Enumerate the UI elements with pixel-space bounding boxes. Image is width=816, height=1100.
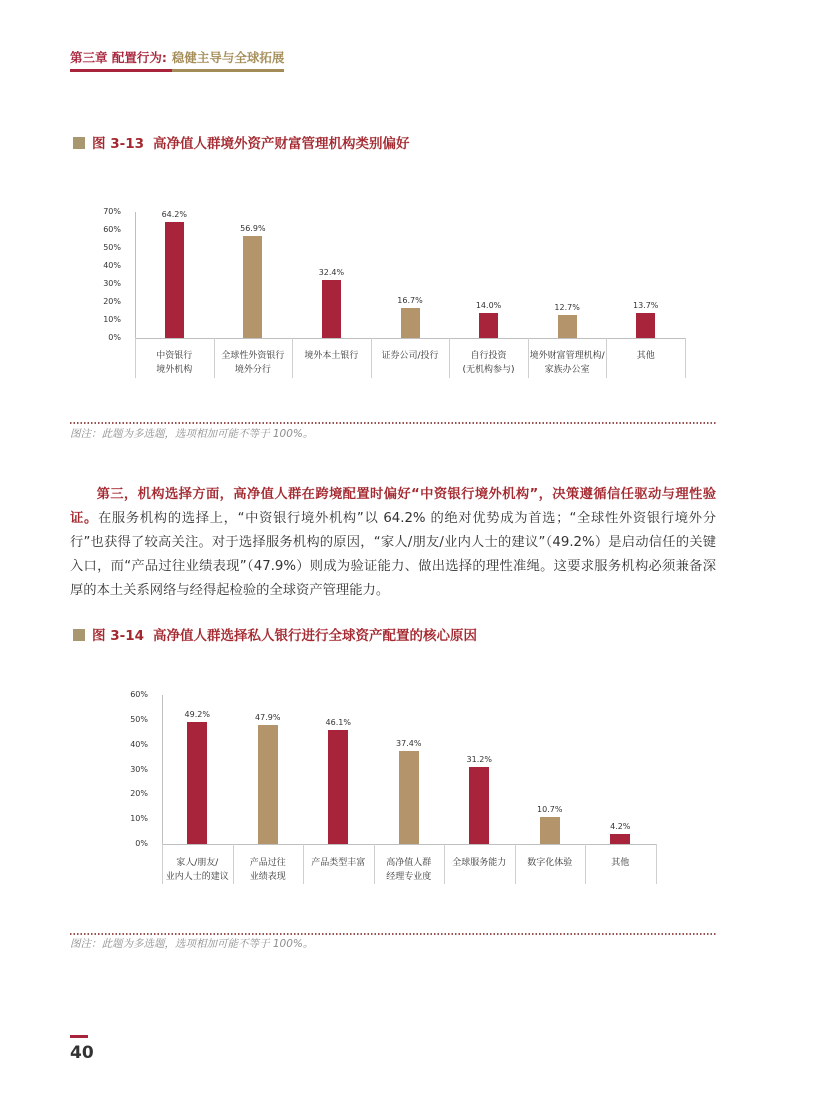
page-number: 40 xyxy=(70,1043,94,1063)
data-label: 13.7% xyxy=(632,301,659,311)
y-tick-label: 0% xyxy=(135,839,148,848)
y-tick-label: 50% xyxy=(103,243,121,252)
category-label: 中资银行 境外机构 xyxy=(156,351,193,375)
figure-caption: 高净值人群境外资产财富管理机构类别偏好 xyxy=(152,136,410,152)
bar-chart-3-13 xyxy=(70,200,716,390)
category-label: 境外本土银行 xyxy=(304,351,359,361)
bar xyxy=(540,817,560,844)
chapter-subtitle: 稳健主导与全球拓展 xyxy=(172,50,285,72)
data-label: 37.4% xyxy=(396,739,422,749)
bar xyxy=(401,308,420,338)
y-tick-label: 60% xyxy=(130,690,148,699)
category-label: 产品过往 业绩表现 xyxy=(249,858,286,882)
category-label: 家人/朋友/ 业内人士的建议 xyxy=(165,858,229,882)
bar xyxy=(479,313,498,338)
y-tick-label: 50% xyxy=(130,714,148,724)
data-label: 47.9% xyxy=(255,713,281,723)
page-number-rule xyxy=(70,1035,88,1038)
dotted-divider xyxy=(70,422,716,424)
figure-title xyxy=(73,135,409,153)
data-label: 10.7% xyxy=(537,805,563,815)
bar xyxy=(258,725,278,844)
data-label: 4.2% xyxy=(610,821,631,831)
y-axis-line xyxy=(135,212,136,338)
figure-number: 图 3-13 xyxy=(92,136,144,152)
figure-number: 图 3-14 xyxy=(92,628,144,644)
running-header xyxy=(70,50,284,72)
category-label: 全球服务能力 xyxy=(452,858,507,868)
category-label: 高净值人群 经理专业度 xyxy=(386,858,432,882)
data-label: 16.7% xyxy=(397,295,423,305)
figure-caption: 高净值人群选择私人银行进行全球资产配置的核心原因 xyxy=(152,628,477,644)
bar xyxy=(636,313,655,338)
bar xyxy=(610,834,630,844)
y-tick-label: 0% xyxy=(108,333,121,342)
title-square-icon xyxy=(73,629,85,641)
bar xyxy=(322,280,341,338)
y-tick-label: 30% xyxy=(130,764,148,774)
body-paragraph xyxy=(70,483,716,603)
bar xyxy=(243,236,262,338)
data-label: 64.2% xyxy=(161,210,187,220)
data-label: 56.9% xyxy=(240,223,266,233)
category-label: 证券公司/投行 xyxy=(381,351,439,361)
x-axis-line xyxy=(135,338,685,339)
y-tick-label: 40% xyxy=(103,261,121,270)
bar xyxy=(187,722,207,844)
chapter-label: 第三章 配置行为: xyxy=(70,50,172,72)
category-label: 产品类型丰富 xyxy=(311,858,366,868)
y-tick-label: 40% xyxy=(130,739,148,749)
data-label: 46.1% xyxy=(325,717,351,727)
data-label: 32.4% xyxy=(318,267,345,277)
bar xyxy=(328,730,348,844)
figure-title xyxy=(73,627,477,645)
category-label: 其他 xyxy=(636,351,655,361)
y-tick-label: 10% xyxy=(103,315,121,324)
x-axis-line xyxy=(162,844,656,845)
category-label: 全球性外资银行 境外分行 xyxy=(221,351,285,375)
data-label: 12.7% xyxy=(554,303,580,313)
y-tick-label: 70% xyxy=(103,207,121,216)
y-tick-label: 20% xyxy=(103,297,121,306)
paragraph-body: 在服务机构的选择上，“中资银行境外机构”以 64.2% 的绝对优势成为首选；“全球性外资银行境外分行”也获得了较高关注。对于选择服务机构的原因，“家人/朋友/业内人士的建议”（49.2%）是启动信任的关键入口，而“产品过往业绩表现”（47.9%）则成为验证能力、做出选择的理性准绳。这要求服务机构必须兼备深厚的本土关系网络与经得起检验的全球资产管理能力。 xyxy=(70,511,717,598)
y-axis-line xyxy=(162,695,163,844)
title-square-icon xyxy=(73,137,85,149)
figure-note: 图注：此题为多选题，选项相加可能不等于 100%。 xyxy=(70,428,314,440)
y-tick-label: 60% xyxy=(103,225,121,234)
dotted-divider xyxy=(70,933,716,935)
data-label: 31.2% xyxy=(466,754,492,764)
category-label: 数字化体验 xyxy=(527,858,573,868)
y-tick-label: 30% xyxy=(103,279,121,288)
data-label: 14.0% xyxy=(475,300,502,310)
category-label: 其他 xyxy=(611,858,630,868)
bar xyxy=(399,751,419,844)
y-tick-label: 20% xyxy=(130,789,148,799)
bar xyxy=(558,315,577,338)
figure-note: 图注：此题为多选题，选项相加可能不等于 100%。 xyxy=(70,938,314,950)
bar-chart-3-14 xyxy=(70,685,716,890)
paragraph-lead: 第三，机构选择方面，高净值人群在跨境配置时偏好“中资银行境外机构”，决策遵循信任驱动与理性验证。 xyxy=(70,487,716,526)
bar xyxy=(469,767,489,844)
y-tick-label: 10% xyxy=(130,814,148,824)
data-label: 49.2% xyxy=(184,709,210,719)
bar xyxy=(165,222,184,338)
category-label: 自行投资 (无机构参与) xyxy=(462,351,515,375)
category-label: 境外财富管理机构/ 家族办公室 xyxy=(529,351,605,375)
